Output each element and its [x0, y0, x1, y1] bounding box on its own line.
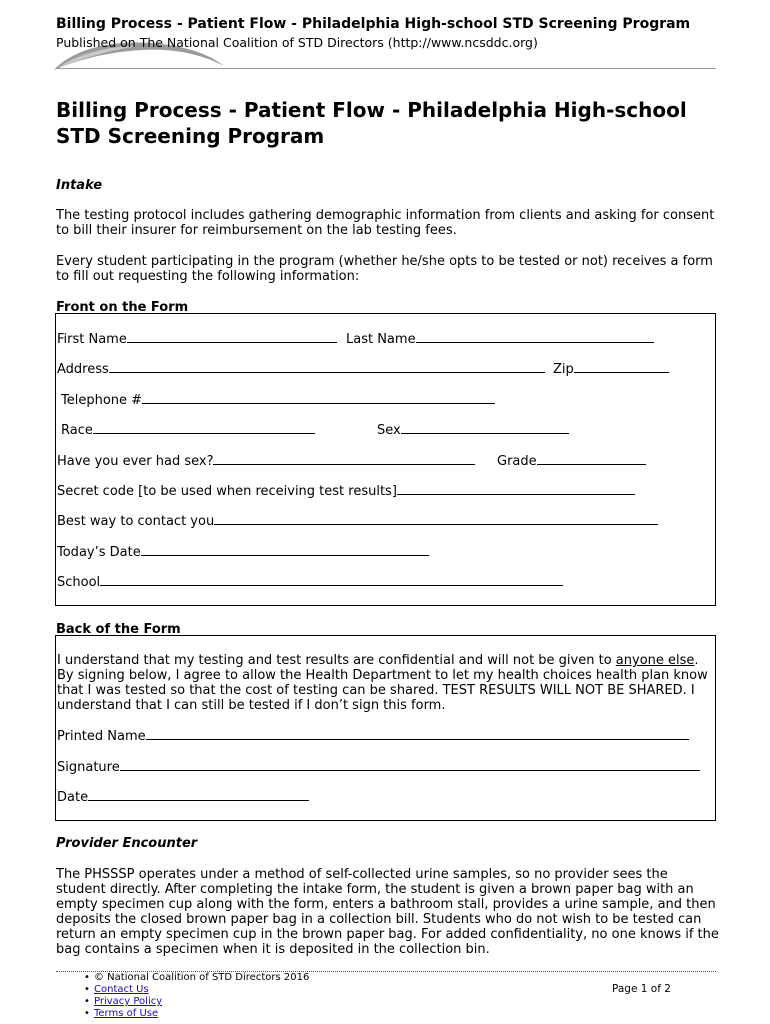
secret-code-blank[interactable] — [397, 483, 635, 495]
page-title: Billing Process - Patient Flow - Philadelphia High-school STD Screening Program — [56, 98, 687, 148]
grade-label: Grade — [497, 454, 537, 469]
intake-paragraph-1: The testing protocol includes gathering demographic information from clients and asking for consent to bill their insurer for reimbursement on the lab testing fees. — [56, 208, 715, 238]
school-blank[interactable] — [100, 574, 563, 586]
first-name-label: First Name — [57, 332, 127, 347]
contact-field[interactable] — [57, 513, 658, 529]
consent-line-3: that I was tested so that the cost of testing can be shared. TEST RESULTS WILL NOT BE SHARED. I — [57, 683, 695, 698]
address-field[interactable] — [57, 361, 545, 377]
signature-blank[interactable] — [120, 759, 700, 771]
date-field[interactable] — [57, 789, 309, 805]
signature-field[interactable] — [57, 759, 700, 775]
page-number: Page 1 of 2 — [612, 983, 671, 995]
consent-period: . — [694, 653, 699, 668]
sex-field[interactable] — [377, 422, 569, 438]
telephone-label: Telephone # — [61, 393, 143, 408]
header-divider — [56, 68, 716, 69]
last-name-label: Last Name — [346, 332, 416, 347]
provider-paragraph: The PHSSSP operates under a method of self-collected urine samples, so no provider sees the student directly. After completing the intake form, the student is given a brown paper bag with an empty specimen cup along with the form, enters a bathroom stall, provides a urine sample, and then deposits the closed brown paper bag in a collection bill. Students who do not wish to be tested can return an empty specimen cup in the brown paper bag. For added confidentiality, no one knows if the bag contains a specimen when it is deposited in the collection bin. — [56, 867, 719, 957]
provider-heading: Provider Encounter — [56, 836, 198, 851]
race-label: Race — [61, 423, 93, 438]
today-date-blank[interactable] — [141, 544, 429, 556]
footer-item-contact — [80, 984, 309, 996]
race-blank[interactable] — [93, 422, 315, 434]
zip-field[interactable] — [553, 361, 669, 377]
last-name-field[interactable] — [346, 331, 654, 347]
first-name-field[interactable] — [57, 331, 337, 347]
zip-blank[interactable] — [574, 361, 669, 373]
intake-heading: Intake — [56, 178, 103, 193]
printed-name-blank[interactable] — [146, 728, 689, 740]
consent-text-1: I understand that my testing and test results are confidential and will not be given to — [57, 653, 616, 668]
sex-blank[interactable] — [401, 422, 569, 434]
date-blank[interactable] — [88, 789, 309, 801]
ever-had-sex-label: Have you ever had sex? — [57, 454, 214, 469]
consent-underlined: anyone else — [615, 653, 695, 668]
date-label: Date — [57, 790, 89, 805]
printed-name-field[interactable] — [57, 728, 689, 744]
consent-line-2: By signing below, I agree to allow the Health Department to let my health choices health plan know — [57, 668, 708, 683]
contact-label: Best way to contact you — [57, 514, 215, 529]
contact-us-link[interactable]: Contact Us — [94, 984, 149, 995]
first-name-blank[interactable] — [127, 331, 337, 343]
contact-blank[interactable] — [214, 513, 658, 525]
signature-label: Signature — [57, 760, 120, 775]
race-field[interactable] — [61, 422, 315, 438]
ever-had-sex-blank[interactable] — [213, 453, 475, 465]
terms-of-use-link[interactable]: Terms of Use — [94, 1008, 159, 1019]
address-label: Address — [57, 362, 109, 377]
front-form-box — [55, 313, 716, 606]
front-form-heading: Front on the Form — [56, 300, 189, 315]
consent-line-4: understand that I can still be tested if I don’t sign this form. — [57, 698, 446, 713]
printed-name-label: Printed Name — [57, 729, 146, 744]
grade-field[interactable] — [497, 453, 646, 469]
intake-paragraph-2: Every student participating in the program (whether he/she opts to be tested or not) receives a form to fill out requesting the following information: — [56, 254, 713, 284]
telephone-blank[interactable] — [142, 392, 495, 404]
footer-item-privacy — [80, 996, 309, 1008]
back-form-box — [55, 635, 716, 821]
secret-code-field[interactable] — [57, 483, 635, 499]
consent-line-1 — [57, 653, 699, 668]
last-name-blank[interactable] — [416, 331, 654, 343]
header-title: Billing Process - Patient Flow - Philadelphia High-school STD Screening Program — [56, 16, 691, 32]
footer-list — [80, 972, 309, 1020]
privacy-policy-link[interactable]: Privacy Policy — [94, 996, 163, 1007]
footer-copyright: • © National Coalition of STD Directors 2016 — [80, 972, 309, 984]
ever-had-sex-field[interactable] — [57, 453, 475, 469]
secret-code-label: Secret code [to be used when receiving test results] — [57, 484, 397, 499]
footer-item-terms — [80, 1008, 309, 1020]
zip-label: Zip — [553, 362, 574, 377]
address-blank[interactable] — [109, 361, 545, 373]
school-field[interactable] — [57, 574, 563, 590]
sex-label: Sex — [377, 423, 401, 438]
school-label: School — [57, 575, 101, 590]
grade-blank[interactable] — [537, 453, 646, 465]
today-date-field[interactable] — [57, 544, 429, 560]
header-published: Published on The National Coalition of STD Directors (http://www.ncsddc.org) — [56, 35, 538, 50]
back-form-heading: Back of the Form — [56, 622, 181, 637]
today-date-label: Today’s Date — [57, 545, 141, 560]
telephone-field[interactable] — [61, 392, 495, 408]
